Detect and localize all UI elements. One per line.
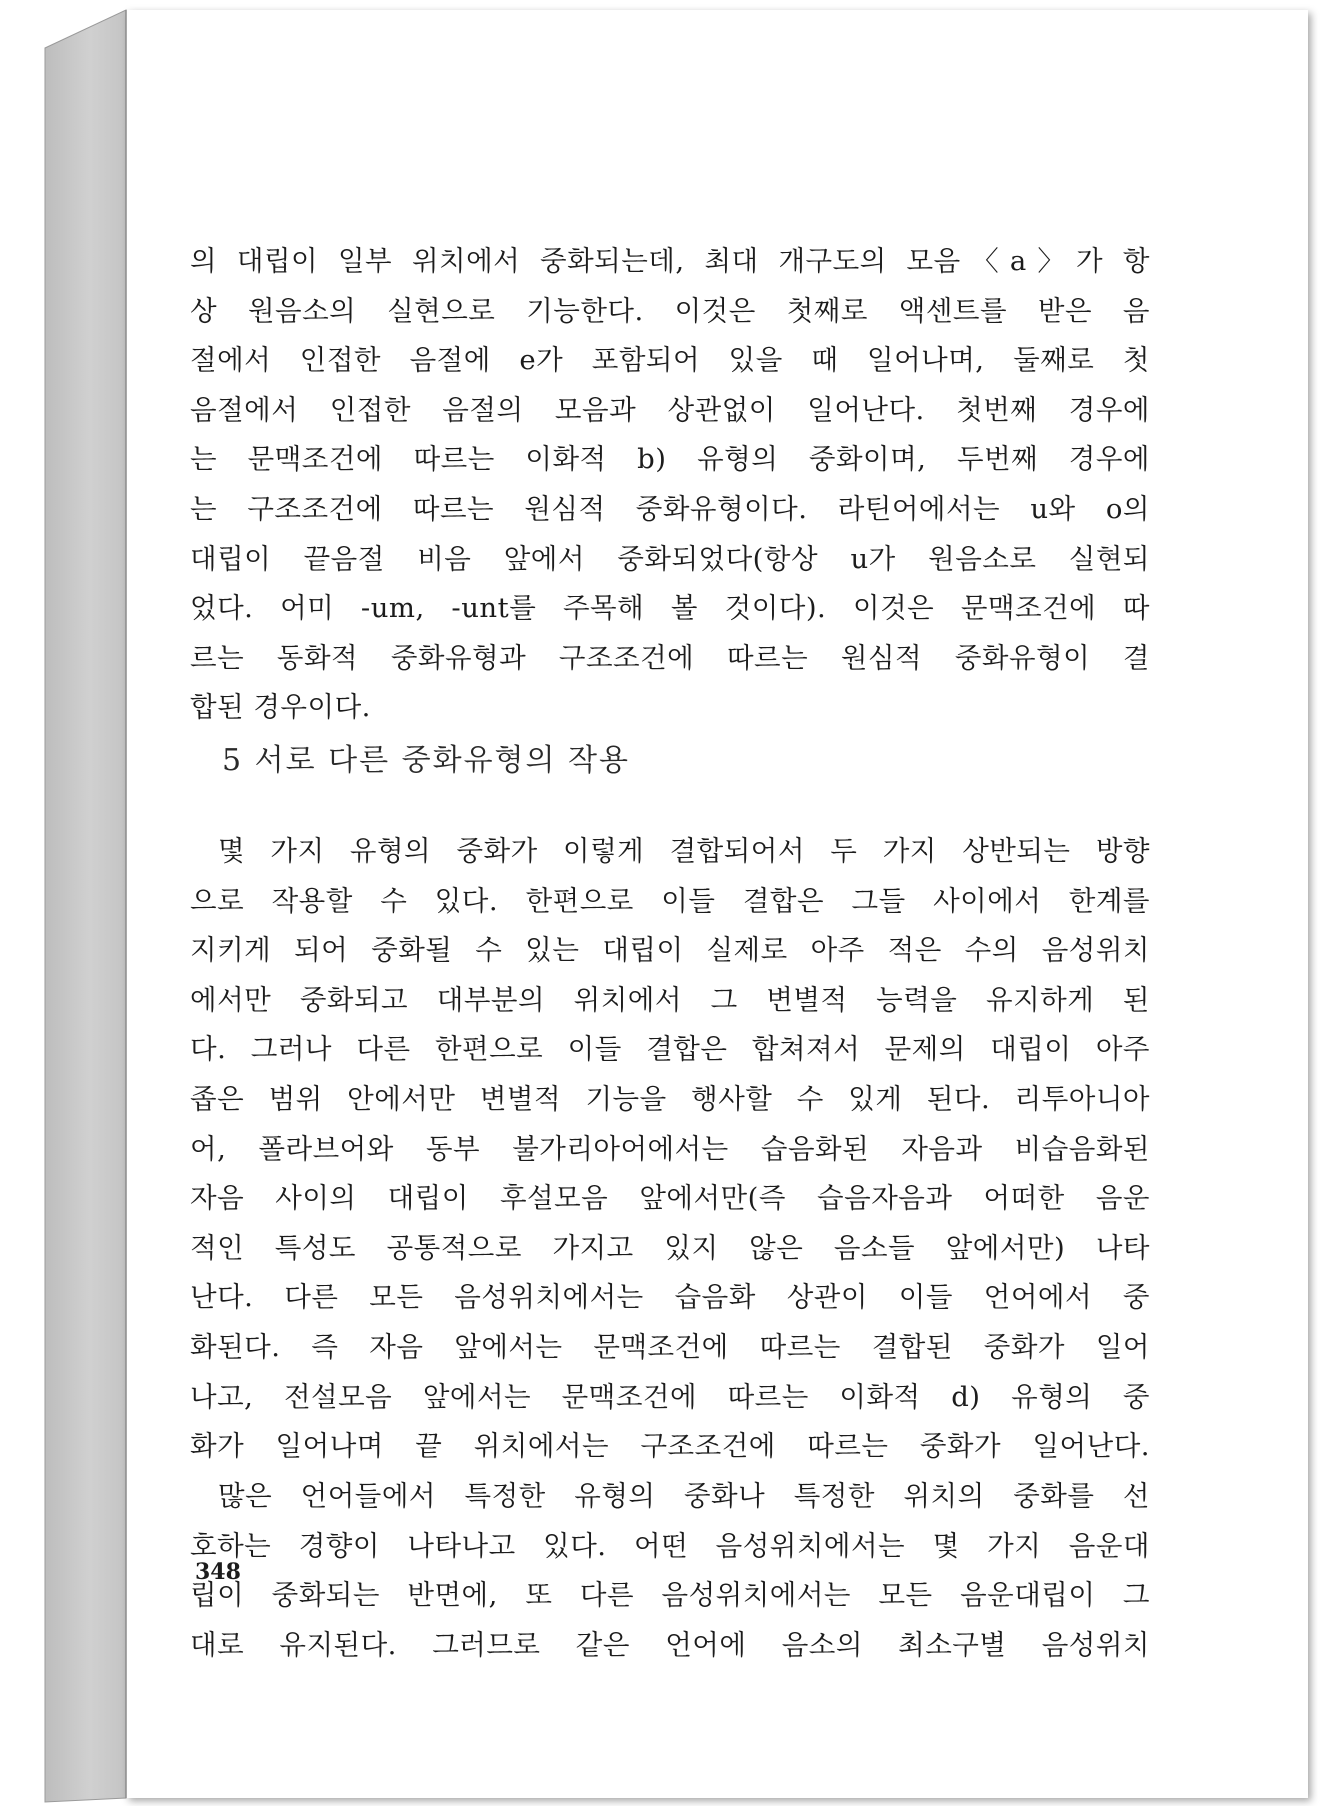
text-line: 지키게 되어 중화될 수 있는 대립이 실제로 아주 적은 수의 음성위치 (190, 934, 1150, 967)
text-line: 절에서 인접한 음절에 e가 포함되어 있을 때 일어나며, 둘째로 첫 (190, 344, 1150, 377)
text-line: 는 구조조건에 따르는 원심적 중화유형이다. 라틴어에서는 u와 o의 (190, 492, 1150, 525)
text-line: 에서만 중화되고 대부분의 위치에서 그 변별적 능력을 유지하게 된 (190, 983, 1150, 1016)
text-line: 다. 그러나 다른 한편으로 이들 결합은 합쳐져서 문제의 대립이 아주 (190, 1033, 1150, 1066)
paragraph-bottom (190, 1472, 1150, 1670)
text-line: 대립이 끝음절 비음 앞에서 중화되었다(항상 u가 원음소로 실현되 (190, 542, 1150, 575)
section-heading: 5 서로 다른 중화유형의 작용 (222, 743, 631, 778)
text-line: 화된다. 즉 자음 앞에서는 문맥조건에 따르는 결합된 중화가 일어 (190, 1330, 1150, 1363)
text-line: 는 문맥조건에 따르는 이화적 b) 유형의 중화이며, 두번째 경우에 (190, 443, 1150, 476)
text-line: 의 대립이 일부 위치에서 중화되는데, 최대 개구도의 모음〈a〉가 항 (190, 245, 1150, 277)
text-line: 대로 유지된다. 그러므로 같은 언어에 음소의 최소구별 음성위치 (190, 1628, 1150, 1661)
paragraph-top (190, 237, 1150, 733)
text-line: 좁은 범위 안에서만 변별적 기능을 행사할 수 있게 된다. 리투아니아 (190, 1082, 1150, 1115)
text-line: 난다. 다른 모든 음성위치에서는 습음화 상관이 이들 언어에서 중 (190, 1281, 1150, 1314)
text-line: 나고, 전설모음 앞에서는 문맥조건에 따르는 이화적 d) 유형의 중 (190, 1380, 1150, 1413)
page-number: 348 (195, 1559, 241, 1585)
text-line: 많은 언어들에서 특정한 유형의 중화나 특정한 위치의 중화를 선 (218, 1480, 1150, 1512)
book-spine (45, 10, 126, 1802)
text-line: 호하는 경향이 나타나고 있다. 어떤 음성위치에서는 몇 가지 음운대 (190, 1529, 1150, 1562)
text-line: 상 원음소의 실현으로 기능한다. 이것은 첫째로 액센트를 받은 음 (190, 294, 1150, 327)
text-line: 었다. 어미 -um, -unt를 주목해 볼 것이다). 이것은 문맥조건에 따 (190, 592, 1150, 625)
text-line: 어, 폴라브어와 동부 불가리아어에서는 습음화된 자음과 비습음화된 (190, 1132, 1150, 1165)
text-line: 립이 중화되는 반면에, 또 다른 음성위치에서는 모든 음운대립이 그 (190, 1579, 1150, 1612)
text-line: 자음 사이의 대립이 후설모음 앞에서만(즉 습음자음과 어떠한 음운 (190, 1182, 1150, 1215)
text-line: 적인 특성도 공통적으로 가지고 있지 않은 음소들 앞에서만) 나타 (190, 1231, 1150, 1264)
paragraph-middle (190, 827, 1150, 1472)
text-line: 화가 일어나며 끝 위치에서는 구조조건에 따르는 중화가 일어난다. (190, 1430, 1150, 1463)
text-line: 으로 작용할 수 있다. 한편으로 이들 결합은 그들 사이에서 한계를 (190, 884, 1150, 917)
text-line: 합된 경우이다. (190, 691, 371, 724)
text-line: 음절에서 인접한 음절의 모음과 상관없이 일어난다. 첫번째 경우에 (190, 393, 1150, 426)
text-line: 몇 가지 유형의 중화가 이렇게 결합되어서 두 가지 상반되는 방향 (218, 835, 1150, 867)
text-line: 르는 동화적 중화유형과 구조조건에 따르는 원심적 중화유형이 결 (190, 641, 1150, 674)
